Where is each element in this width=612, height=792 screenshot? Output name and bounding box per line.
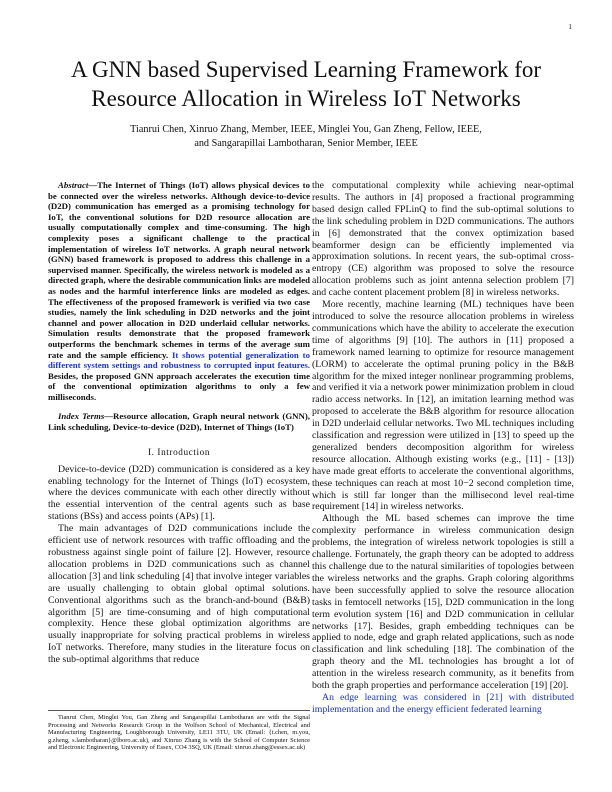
right-paragraph-2: More recently, machine learning (ML) techniques have been introduced to solve the resource allocation problems in wireless communications which have the ability to accelerate the execution time of algorithms [9] [10]. The authors in [11] proposed a framework named learning to optimize for resource management (LORM) to accelerate the optimal pruning policy in the B&B algorithm for the mixed integer nonlinear programming problems, and verified it via a network power minimization problem in cloud radio access networks. In [12], an imitation learning method was proposed to accelerate the B&B algorithm for resource allocation in D2D underlaid cellular networks. Two ML techniques including classification and regression were utilized in [13] to speed up the generalized benders decomposition algorithm for wireless resource allocation. Although existing works (e.g., [11] - [13]) have made great efforts to accelerate the conventional algorithms, these techniques can reach at most 10−2 second completion time, which is still far longer than the millisecond level real-time requirement [14] in wireless networks. xyxy=(312,299,574,513)
index-terms-lead: Index Terms xyxy=(58,411,105,422)
right-paragraph-4 xyxy=(312,692,574,716)
right-paragraph-1: the computational complexity while achieving near-optimal results. The authors in [4] proposed a fractional programming based design called FPLinQ to find the sub-optimal solutions to the link scheduling problem in D2D communications. The authors in [6] demonstrated that the convex optimization based beamformer design can be efficiently implemented via approximation solutions. In recent years, the sub-optimal cross-entropy (CE) algorithm was proposed to solve the resource allocation problems such as joint antenna selection problem [7] and cache content placement problem [8] in wireless networks. xyxy=(312,180,574,299)
abstract-tail: Besides, the proposed GNN approach accelerates the execution time of the conventional optimization algorithms to only a few milliseconds. xyxy=(48,370,310,402)
index-terms-text: —Resource allocation, Graph neural network (GNN), Link scheduling, Device-to-device (D2D), Internet of Things (IoT) xyxy=(48,411,310,433)
author-list xyxy=(40,123,572,150)
author-line-1: Tianrui Chen, Xinruo Zhang, Member, IEEE, Minglei You, Gan Zheng, Fellow, IEEE, xyxy=(130,124,482,135)
page-number: 1 xyxy=(568,22,572,31)
author-affiliation-footnote: Tianrui Chen, Minglei You, Gan Zheng and Sangarapillai Lambotharan are with the Signal Processing and Networks Research Group in the Wolfson School of Mechanical, Electrical and Manufacturing Engineering, Loughborough University, LE11 3TU, UK (Email: {t.chen, m.you, g.zheng, s.lambotharan}@lboro.ac.uk), and Xinruo Zhang is with the School of Computer Science and Electronic Engineering, University of Essex, CO4 3SQ, UK (Email: xinruo.zhang@essex.ac.uk) xyxy=(48,710,310,752)
right-paragraph-3: Although the ML based schemes can improve the time complexity performance in wireless communication design problems, the integration of wireless network topologies is still a challenge. Fortunately, the graph theory can be adopted to address this challenge due to the natural similarities of topologies between the wireless networks and the graphs. Graph coloring algorithms have been successfully applied to solve the resource allocation tasks in femtocell networks [15], D2D communication in the long term evolution system [16] and D2D communication in cellular networks [17]. Besides, graph embedding techniques can be applied to node, edge and graph related applications, such as node classification and link scheduling [18]. The combination of the graph theory and the ML technologies has brought a lot of attention in the wireless research community, as it benefits from both the graph properties and performance acceleration [19] [20]. xyxy=(312,513,574,692)
introduction-body xyxy=(48,464,310,666)
abstract-highlight: It shows potential generalization to different system settings and robustness to corrupted input features. xyxy=(48,349,310,371)
abstract-text: —The Internet of Things (IoT) allows physical devices to be connected over the wireless networks. Although device-to-device (D2D) communication has emerged as a promising technology for IoT, the conventional solutions for D2D resource allocation are usually computationally complex and time-consuming. The high complexity poses a significant challenge to the practical implementation of wireless IoT networks. A graph neural network (GNN) based framework is proposed to address this challenge in a supervised manner. Specifically, the wireless network is modeled as a directed graph, where the desirable communication links are modeled as nodes and the harmful interference links are modeled as edges. The effectiveness of the proposed framework is verified via two case studies, namely the link scheduling in D2D networks and the joint channel and power allocation in D2D underlaid cellular networks. Simulation results demonstrate that the proposed framework outperforms the benchmark schemes in terms of the average sum rate and the sample efficiency. xyxy=(48,180,310,360)
abstract xyxy=(48,180,310,402)
left-column xyxy=(48,180,310,666)
paper-title xyxy=(40,55,572,113)
intro-paragraph-2: The main advantages of D2D communications include the efficient use of network resources with traffic offloading and the robustness against single point of failure [2]. However, resource allocation problems in D2D communications such as channel allocation [3] and link scheduling [4] that involve integer variables are usually challenging to obtain global optimal solutions. Conventional algorithms such as the branch-and-bound (B&B) algorithm [5] are time-consuming and of high computational complexity. Hence these global optimization algorithms are usually inappropriate for solving practical problems in wireless IoT networks. Therefore, many studies in the literature focus on the sub-optimal algorithms that reduce xyxy=(48,523,310,666)
intro-paragraph-1: Device-to-device (D2D) communication is considered as a key enabling technology for the Internet of Things (IoT) ecosystem, where the devices communicate with each other directly without the essential intervention of the central agents such as base stations (BSs) and access points (APs) [1]. xyxy=(48,463,310,523)
abstract-lead: Abstract xyxy=(58,180,89,190)
title-line-2: Resource Allocation in Wireless IoT Networks xyxy=(91,86,521,111)
section-heading-introduction: I. Introduction xyxy=(147,446,211,457)
index-terms xyxy=(48,411,310,432)
author-line-2: and Sangarapillai Lambotharan, Senior Member, IEEE xyxy=(194,137,418,149)
right-column xyxy=(312,180,574,716)
title-line-1: A GNN based Supervised Learning Framework for xyxy=(70,57,542,82)
right-highlight: An edge learning was considered in [21] with distributed implementation and the energy efficient federated learning xyxy=(312,691,574,715)
